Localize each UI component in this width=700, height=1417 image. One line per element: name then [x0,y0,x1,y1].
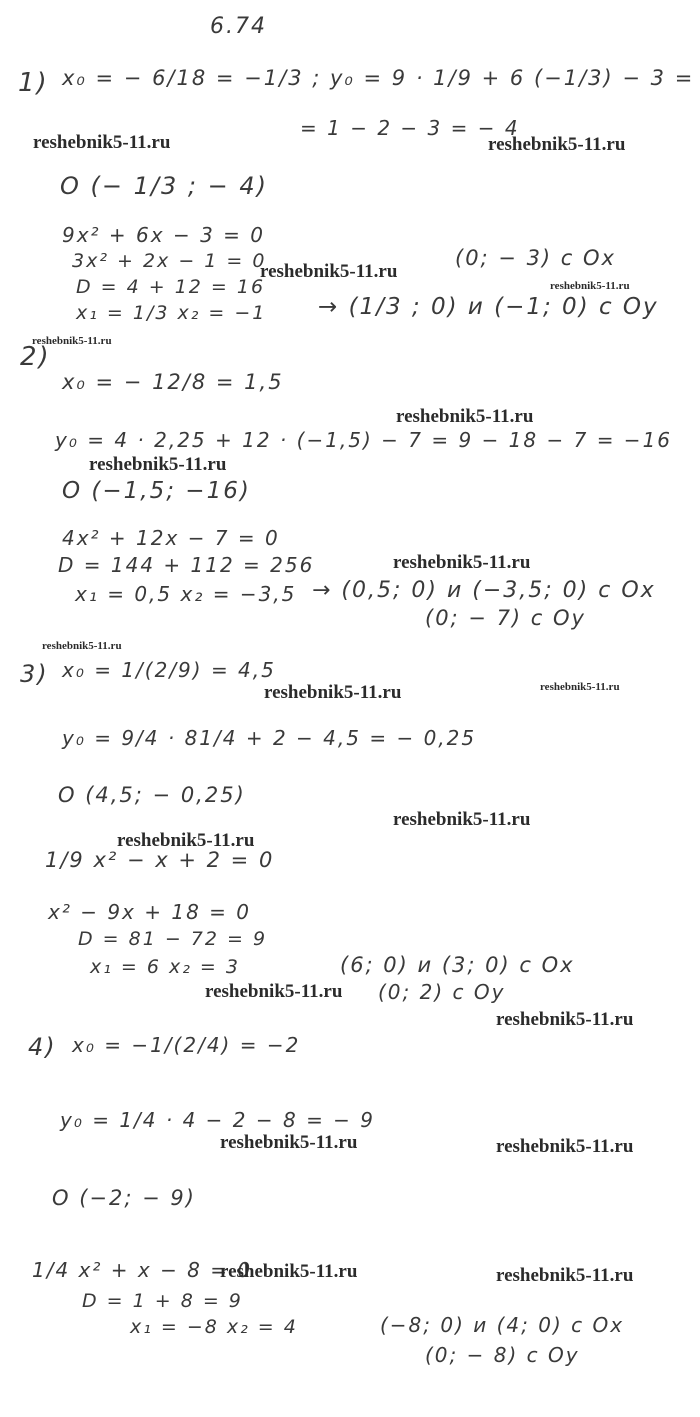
problem-number: 6.74 [210,14,267,39]
part-3-roots: x₁ = 6 x₂ = 3 [90,956,240,978]
part-3-oy-point: (0; 2) c Oy [378,980,506,1004]
part-2-vertex: O (−1,5; −16) [62,478,251,504]
part-4-disc: D = 1 + 8 = 9 [82,1290,243,1312]
part-1-y0-result: = 1 − 2 − 3 = − 4 [300,116,520,140]
watermark: reshebnik5-11.ru [496,1136,634,1157]
watermark: reshebnik5-11.ru [220,1261,358,1282]
part-3-disc: D = 81 − 72 = 9 [78,928,268,950]
part-2-x0: x₀ = − 12/8 = 1,5 [62,370,284,394]
part-3-vertex: O (4,5; − 0,25) [58,783,246,807]
watermark: reshebnik5-11.ru [42,640,122,652]
part-1-label: 1) [18,68,49,98]
watermark: reshebnik5-11.ru [260,261,398,282]
part-2-disc: D = 144 + 112 = 256 [58,553,315,577]
watermark: reshebnik5-11.ru [488,134,626,155]
part-2-y0: y₀ = 4 · 2,25 + 12 · (−1,5) − 7 = 9 − 18 − 7 = −16 [55,428,673,452]
part-1-roots: x₁ = 1/3 x₂ = −1 [76,302,267,324]
watermark: reshebnik5-11.ru [540,681,620,693]
watermark: reshebnik5-11.ru [496,1009,634,1030]
part-4-eq: 1/4 x² + x − 8 = 0 [32,1258,253,1282]
part-1-eq2: 3x² + 2x − 1 = 0 [72,250,267,272]
part-4-roots: x₁ = −8 x₂ = 4 [130,1316,298,1338]
part-1-disc: D = 4 + 12 = 16 [76,276,266,298]
part-4-oy-point: (0; − 8) c Oy [425,1343,580,1367]
part-2-ox-points: → (0,5; 0) и (−3,5; 0) c Ox [312,578,656,603]
part-2-roots: x₁ = 0,5 x₂ = −3,5 [75,582,297,606]
part-3-y0: y₀ = 9/4 · 81/4 + 2 − 4,5 = − 0,25 [62,726,477,750]
part-4-label: 4) [28,1033,57,1061]
part-1-ox-points: → (1/3 ; 0) и (−1; 0) c Oy [318,294,659,320]
part-1-eq1: 9x² + 6x − 3 = 0 [62,223,266,247]
watermark: reshebnik5-11.ru [89,454,227,475]
part-1-x0: x₀ = − 6/18 = −1/3 ; y₀ = 9 · 1/9 + 6 (−1/3) − 3 = [62,66,695,90]
watermark: reshebnik5-11.ru [117,830,255,851]
watermark: reshebnik5-11.ru [33,132,171,153]
watermark: reshebnik5-11.ru [220,1132,358,1153]
part-3-ox-points: (6; 0) и (3; 0) c Ox [340,953,575,977]
part-1-oy-point: (0; − 3) c Ox [455,246,616,270]
watermark: reshebnik5-11.ru [393,809,531,830]
watermark: reshebnik5-11.ru [32,335,112,347]
watermark: reshebnik5-11.ru [496,1265,634,1286]
part-1-vertex: O (− 1/3 ; − 4) [60,172,268,200]
watermark: reshebnik5-11.ru [396,406,534,427]
part-2-label: 2) [20,342,51,372]
part-2-oy-point: (0; − 7) c Oy [425,606,586,630]
watermark: reshebnik5-11.ru [550,280,630,292]
watermark: reshebnik5-11.ru [264,682,402,703]
part-3-x0: x₀ = 1/(2/9) = 4,5 [62,658,276,682]
part-3-eq1: 1/9 x² − x + 2 = 0 [45,848,275,872]
part-3-label: 3) [20,660,49,688]
part-2-eq: 4x² + 12x − 7 = 0 [62,526,280,550]
watermark: reshebnik5-11.ru [393,552,531,573]
part-4-y0: y₀ = 1/4 · 4 − 2 − 8 = − 9 [60,1108,376,1132]
watermark: reshebnik5-11.ru [205,981,343,1002]
part-3-eq2: x² − 9x + 18 = 0 [48,900,252,924]
part-4-vertex: O (−2; − 9) [52,1186,196,1210]
part-4-x0: x₀ = −1/(2/4) = −2 [72,1033,301,1057]
part-4-ox-points: (−8; 0) и (4; 0) c Ox [380,1313,625,1337]
